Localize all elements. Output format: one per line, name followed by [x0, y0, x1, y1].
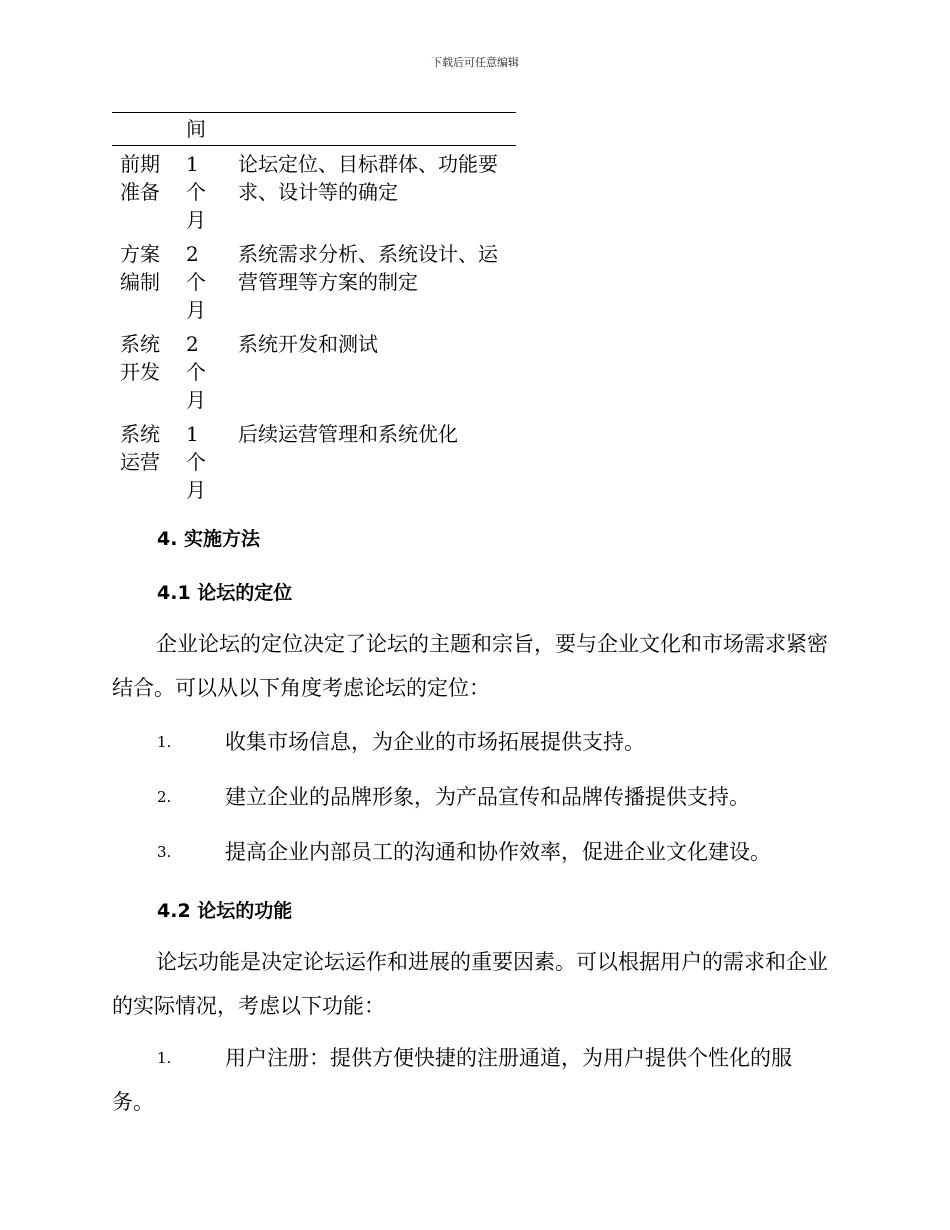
section-heading: 4. 实施方法 [157, 528, 261, 550]
content-cell: 系统开发和测试 [238, 332, 378, 356]
page-header: 下载后可任意编辑 [431, 56, 519, 69]
list-text: 收集市场信息，为企业的市场拓展提供支持。 [225, 730, 645, 754]
list-number: 1. [157, 1049, 172, 1067]
paragraph: 论坛功能是决定论坛运作和进展的重要因素。可以根据用户的需求和企业的实际情况，考虑以下功能： [112, 950, 828, 1018]
phase-cell: 系统 开发 [120, 332, 160, 384]
paragraph: 企业论坛的定位决定了论坛的主题和宗旨，要与企业文化和市场需求紧密结合。可以从以下角度考虑论坛的定位： [112, 632, 828, 700]
content-cell: 系统需求分析、系统设计、运营管理等方案的制定 [238, 242, 498, 294]
list-item [157, 720, 827, 764]
list-text: 用户注册：提供方便快捷的注册通道，为用户提供个性化的服务。 [112, 1046, 792, 1114]
table-row [112, 326, 516, 416]
subsection-heading: 4.1 论坛的定位 [157, 582, 293, 604]
list-text: 建立企业的品牌形象，为产品宣传和品牌传播提供支持。 [225, 785, 750, 809]
duration-cell: 1 个 月 [186, 152, 206, 232]
phase-cell: 前期 准备 [120, 152, 160, 204]
duration-cell: 2 个 月 [186, 242, 206, 322]
phase-cell: 系统 运营 [120, 422, 160, 474]
schedule-table [112, 112, 516, 506]
phase-cell: 方案 编制 [120, 242, 160, 294]
table-row [112, 146, 516, 236]
table-header-row [112, 113, 516, 146]
list-item [157, 775, 827, 819]
table-row [112, 416, 516, 506]
list-text: 提高企业内部员工的沟通和协作效率，促进企业文化建设。 [225, 840, 771, 864]
duration-cell: 2 个 月 [186, 332, 206, 412]
list-number: 1. [157, 733, 172, 751]
table-row [112, 236, 516, 326]
content-cell: 后续运营管理和系统优化 [238, 422, 458, 446]
duration-cell: 1 个 月 [186, 422, 206, 502]
list-item [157, 830, 827, 874]
list-item [112, 1036, 832, 1124]
content-cell: 论坛定位、目标群体、功能要求、设计等的确定 [238, 152, 498, 204]
list-number: 3. [157, 843, 172, 861]
subsection-heading: 4.2 论坛的功能 [157, 900, 293, 922]
table-header-fragment: 间 [186, 117, 206, 141]
list-number: 2. [157, 788, 172, 806]
